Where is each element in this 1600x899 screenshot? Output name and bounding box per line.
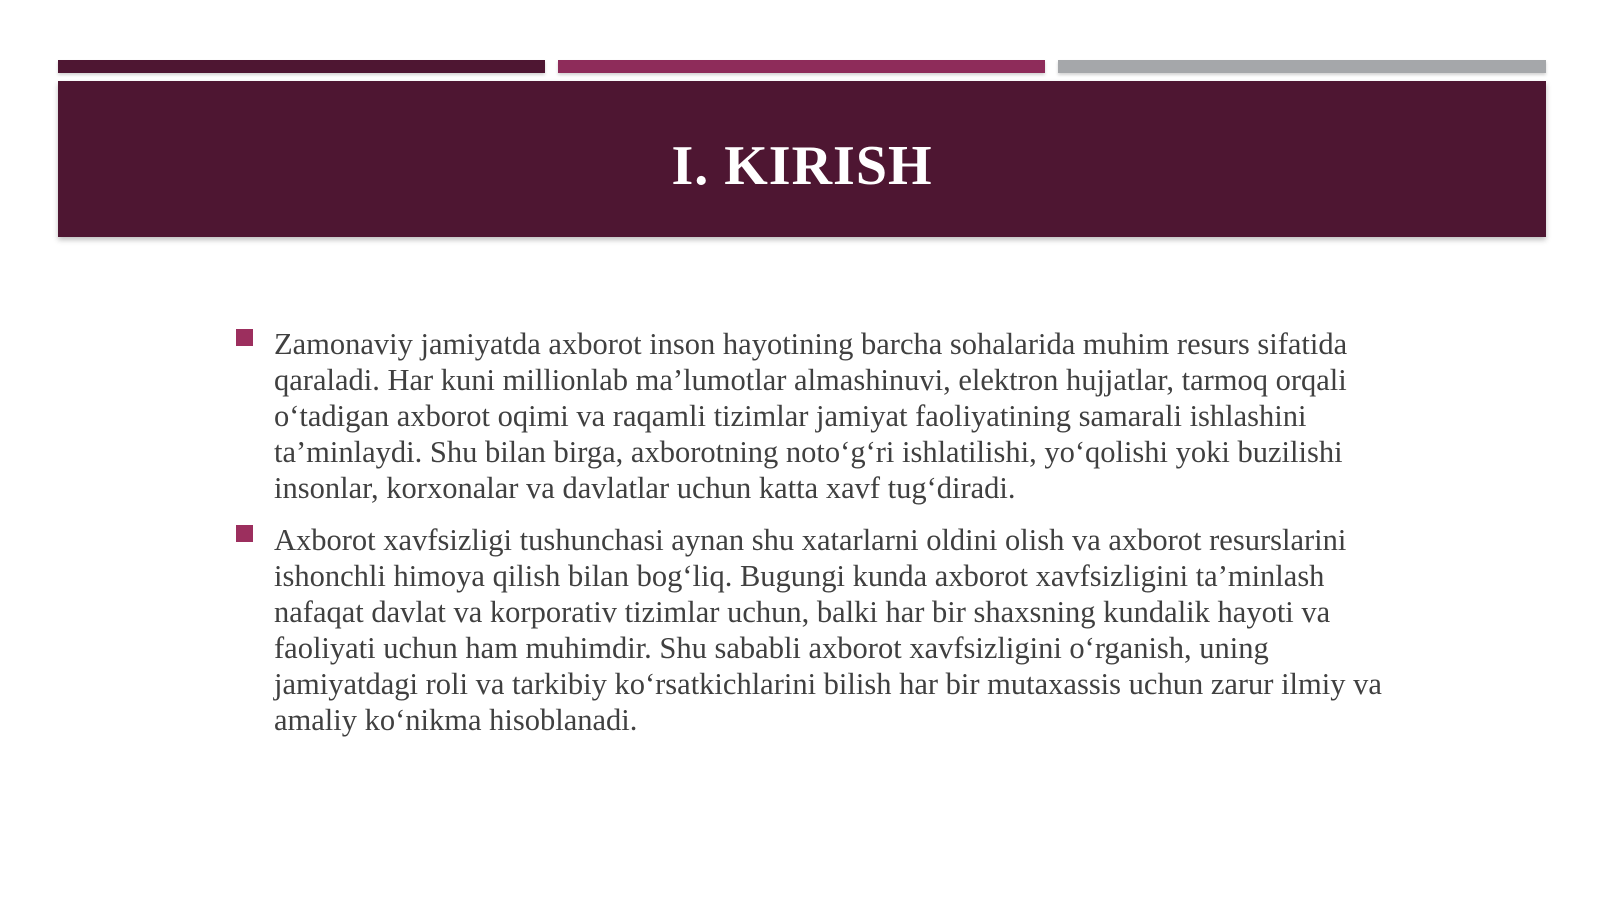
square-bullet-icon — [236, 525, 253, 542]
accent-bar-gray — [1058, 60, 1546, 73]
accent-bar-dark — [58, 60, 545, 73]
bullet-item — [236, 522, 1386, 738]
title-band — [58, 81, 1546, 237]
accent-bar-magenta — [558, 60, 1045, 73]
bullet-text: Zamonaviy jamiyatda axborot inson hayotining barcha sohalarida muhim resurs sifatida qaraladi. Har kuni millionlab ma’lumotlar almashinuvi, elektron hujjatlar, tarmoq orqali o‘tadigan axborot oqimi va raqamli tizimlar jamiyat faoliyatining samarali ishlashini ta’minlaydi. Shu bilan birga, axborotning noto‘g‘ri ishlatilishi, yo‘qolishi yoki buzilishi insonlar, korxonalar va davlatlar uchun katta xavf tug‘diradi. — [274, 327, 1348, 505]
bullet-list — [236, 326, 1386, 754]
bullet-text: Axborot xavfsizligi tushunchasi aynan shu xatarlarni oldini olish va axborot resurslarini ishonchli himoya qilish bilan bog‘liq. Bugungi kunda axborot xavfsizligini ta’minlash nafaqat davlat va korporativ tizimlar uchun, balki har bir shaxsning kundalik hayoti va faoliyati uchun ham muhimdir. Shu sababli axborot xavfsizligini o‘rganish, uning jamiyatdagi roli va tarkibiy ko‘rsatkichlarini bilish har bir mutaxassis uchun zarur ilmiy va amaliy ko‘nikma hisoblanadi. — [274, 523, 1382, 737]
bullet-item — [236, 326, 1386, 506]
square-bullet-icon — [236, 329, 253, 346]
slide-title: I. KIRISH — [671, 135, 933, 197]
